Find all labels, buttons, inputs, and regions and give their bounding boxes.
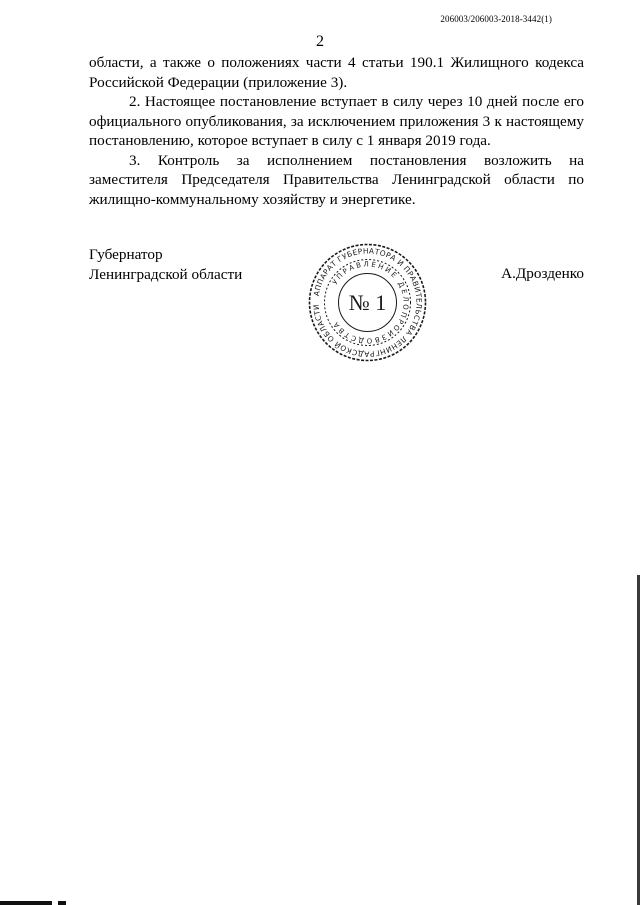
seal-number: № 1 — [348, 290, 387, 315]
document-code: 206003/206003-2018-3442(1) — [440, 14, 552, 24]
official-seal — [305, 240, 430, 365]
seal-inner-text: УПРАВЛЕНИЕ ДЕЛОПРОИЗВОДСТВА — [330, 260, 410, 345]
signatory-title-line2: Ленинградской области — [89, 265, 243, 283]
scan-edge-shadow-bottom — [0, 901, 640, 905]
seal-outer-text: АППАРАТ ГУБЕРНАТОРА И ПРАВИТЕЛЬСТВА ЛЕНИНГРАДСКОЙ ОБЛАСТИ — [311, 246, 424, 359]
page-number: 2 — [316, 33, 324, 50]
signatory-title — [89, 245, 242, 284]
paragraph-2: 2. Настоящее постановление вступает в силу через 10 дней после его официального опубликования, за исключением приложения 3 к настоящему постановлению, которое вступает в силу с 1 января 2019 года. — [89, 93, 584, 149]
document-body — [89, 53, 584, 209]
signatory-title-line1: Губернатор — [89, 246, 163, 263]
paragraph-continuation: области, а также о положениях части 4 статьи 190.1 Жилищного кодекса Российской Федерации (приложение 3). — [89, 54, 584, 91]
signatory-name: А.Дрозденко — [501, 265, 584, 282]
paragraph-3: 3. Контроль за исполнением постановления возложить на заместителя Председателя Правительства Ленинградской области по жилищно-коммунальному хозяйству и энергетике. — [89, 151, 584, 208]
